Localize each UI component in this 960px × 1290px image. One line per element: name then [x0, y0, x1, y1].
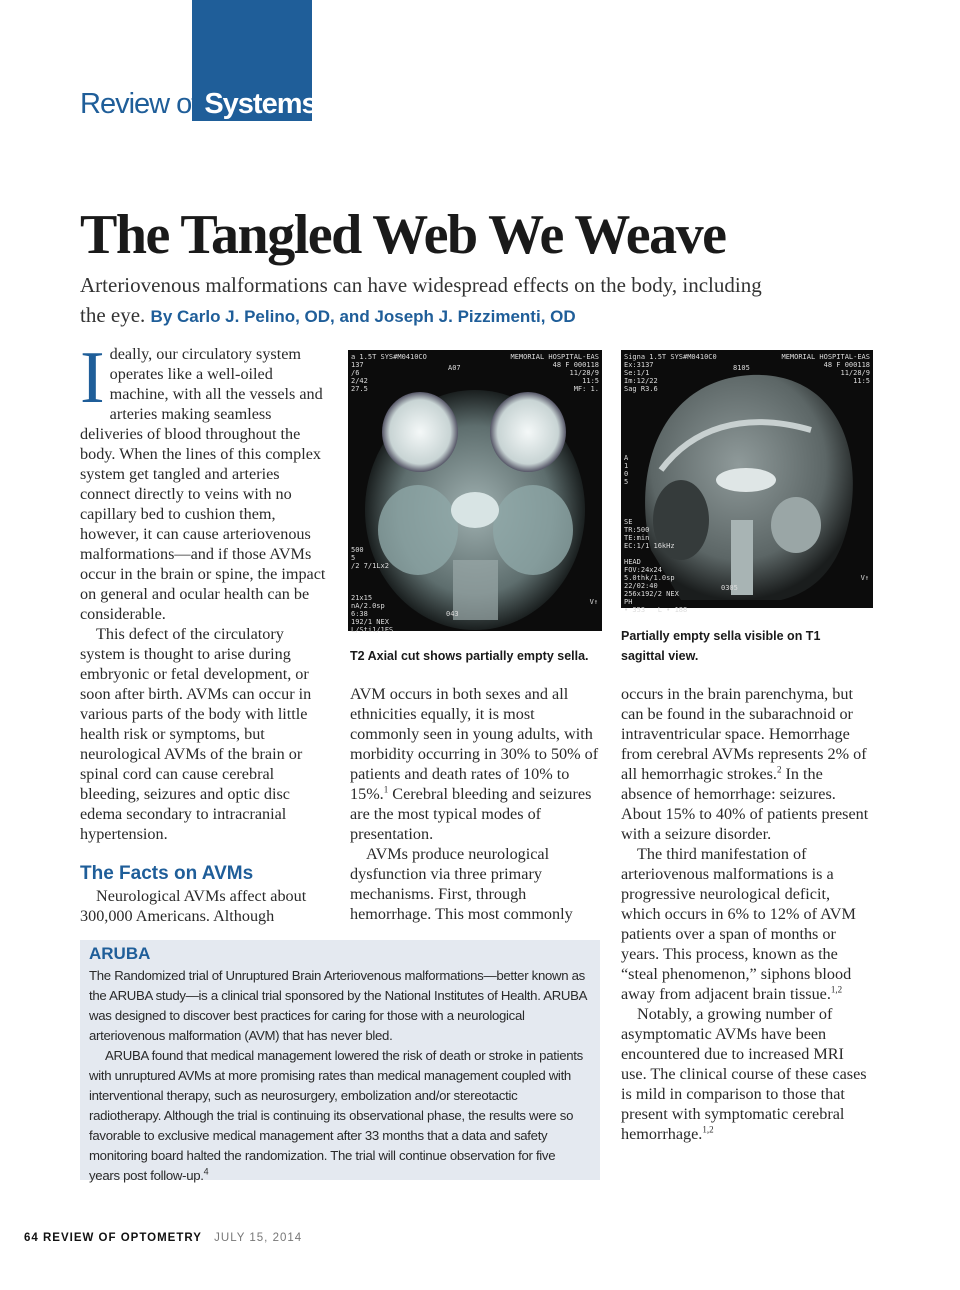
mri-overlay-text: A 1 0 5	[624, 454, 629, 486]
drop-cap: I	[80, 337, 105, 419]
mri-overlay-text: 500 5 /2 7/1Lx2 21x15 nA/2.0sp 6:38 192/1 NEX L/Sti1/1FS	[351, 546, 394, 634]
paragraph: Neurological AVMs affect about 300,000 Americans. Although	[80, 887, 307, 925]
mri-overlay-text: 8105	[733, 364, 750, 372]
magazine-name: REVIEW OF OPTOMETRY	[43, 1232, 202, 1244]
mri-sagittal-image	[621, 350, 873, 614]
column-3	[621, 684, 873, 1144]
section-label-bold: Systems	[204, 88, 317, 120]
reference-marker: 1	[383, 784, 389, 795]
reference-marker: 4	[203, 1166, 209, 1177]
mri-overlay-text: 0305	[721, 584, 738, 592]
sidebar-title: ARUBA	[89, 944, 151, 963]
mri-overlay-text: 043	[446, 610, 459, 618]
reference-marker: 1,2	[830, 984, 843, 995]
column-2	[350, 684, 602, 924]
paragraph-text: The third manifestation of arteriovenous malformations is a progressive neurological deficit, which occurs in 6% to 12% of AVM patients over a span of months or years. This process, known as the “steal phenomenon,” siphons blood away from adjacent brain tissue.	[621, 845, 856, 1003]
sidebar-paragraph	[89, 1046, 589, 1186]
paragraph	[621, 1004, 873, 1144]
page-footer	[24, 1232, 302, 1244]
mri-overlay-text: Signa 1.5T SYS#M0410C0 Ex:3137 Se:1/1 Im:12/22 Sag R3.6	[624, 353, 717, 393]
mri-overlay-text: MEMORIAL HOSPITAL-EAS 48 F 000118 11/28/9 11:5 MF: 1.	[510, 353, 599, 393]
mri-overlay-text: V↑	[860, 574, 869, 582]
paragraph: This defect of the circulatory system is thought to arise during embryonic or fetal development, or soon after birth. AVMs can occur in various parts of the body with little health risk or symptoms, but neurological AVMs of the brain or spinal cord can cause cerebral bleeding, seizures and optic disc edema secondary to intracranial hypertension.	[80, 625, 312, 843]
paragraph-text: occurs in the brain parenchyma, but can be found in the subarachnoid or intraventricular space. Hemorrhage from cerebral AVMs represents 2% of all hemorrhagic strokes.	[621, 685, 867, 783]
sidebar-paragraph: The Randomized trial of Unruptured Brain Arteriovenous malformations—better known as the ARUBA study—is a clinical trial sponsored by the National Institutes of Health. ARUBA was designed to discover best practices for caring for those with a neurological arteriovenous malformation (AVM) that has never bled.	[89, 968, 587, 1043]
paragraph-text: Notably, a growing number of asymptomatic AVMs have been encountered due to increased MRI use. The clinical course of these cases is mild in comparison to those that present with symptomatic cerebral hemorrhage.	[621, 1005, 867, 1143]
figure-caption-axial: T2 Axial cut shows partially empty sella.	[350, 649, 589, 663]
paragraph	[350, 684, 602, 844]
section-label	[80, 84, 317, 124]
deck-text: Arteriovenous malformations can have widespread effects on the body, including the eye.	[80, 273, 762, 327]
byline: By Carlo J. Pelino, OD, and Joseph J. Pizzimenti, OD	[150, 307, 576, 326]
sidebar-body	[89, 966, 589, 1186]
intro-text: deally, our circulatory system operates like a well-oiled machine, with all the vessels and arteries making seamless deliveries of blood throughout the body. When the lines of this complex system get tangled and arteries connect directly to veins with no capillary bed to cushion them, however, it can cause arteriovenous malformations—and if those AVMs occur in the brain or spine, the impact on general and ocular health can be considerable.	[80, 345, 326, 623]
intro-paragraph	[80, 337, 332, 624]
page-number: 64	[24, 1232, 39, 1244]
aruba-sidebar	[80, 940, 600, 1183]
mri-overlay-text: a 1.5T SYS#M0410CO 137 /6 2/42 27.5	[351, 353, 427, 393]
reference-marker: 2	[776, 764, 782, 775]
reference-marker: 1,2	[702, 1124, 714, 1135]
column-1	[80, 337, 332, 926]
sidebar-paragraph-text: ARUBA found that medical management lowered the risk of death or stroke in patients with unruptured AVMs at more promising rates than medical management coupled with interventional therapy, such as neurosurgery, embolization and/or stereotactic radiotherapy. Although the trial is continuing its observational phase, the results were so favorable to exclusive medical management after 33 months that a data and safety monitoring board halted the randomization. The trial will continue observation for five years post follow-up.	[89, 1048, 583, 1183]
paragraph-text: AVM occurs in both sexes and all ethnicities equally, it is most commonly seen in young adults, with morbidity occurring in 30% to 50% of patients and death rates of 10% to 15%.	[350, 685, 599, 803]
section-label-light: Review of	[80, 88, 199, 120]
mri-overlay-text: V↑	[589, 598, 598, 606]
issue-date: JULY 15, 2014	[214, 1232, 303, 1244]
mri-overlay-text: SE TR:500 TE:min EC:1/1 16kHz HEAD FOV:24x24 5.0thk/1.0sp 22/02:40 256x192/2 NEX PH • 353 L • 188	[624, 518, 688, 614]
paragraph	[621, 684, 873, 844]
article-deck	[80, 270, 780, 332]
mri-axial-image	[348, 350, 602, 634]
mri-overlay-text: A07	[448, 364, 461, 372]
article-title: The Tangled Web We Weave	[80, 204, 726, 266]
paragraph-text: Cerebral bleeding and seizures are the most typical modes of presentation.	[350, 785, 592, 843]
paragraph	[621, 844, 873, 1004]
paragraph: AVMs produce neurological dysfunction via three primary mechanisms. First, through hemorrhage. This most commonly	[350, 845, 573, 923]
subhead-facts: The Facts on AVMs	[80, 863, 254, 884]
mri-overlay-text: MEMORIAL HOSPITAL-EAS 48 F 000118 11/28/9 11:5	[781, 353, 870, 385]
paragraph-text: In the absence of hemorrhage: seizures. About 15% to 40% of patients present with a seizure disorder.	[621, 765, 869, 843]
figure-caption-sagittal: Partially empty sella visible on T1 sagittal view.	[621, 629, 821, 663]
